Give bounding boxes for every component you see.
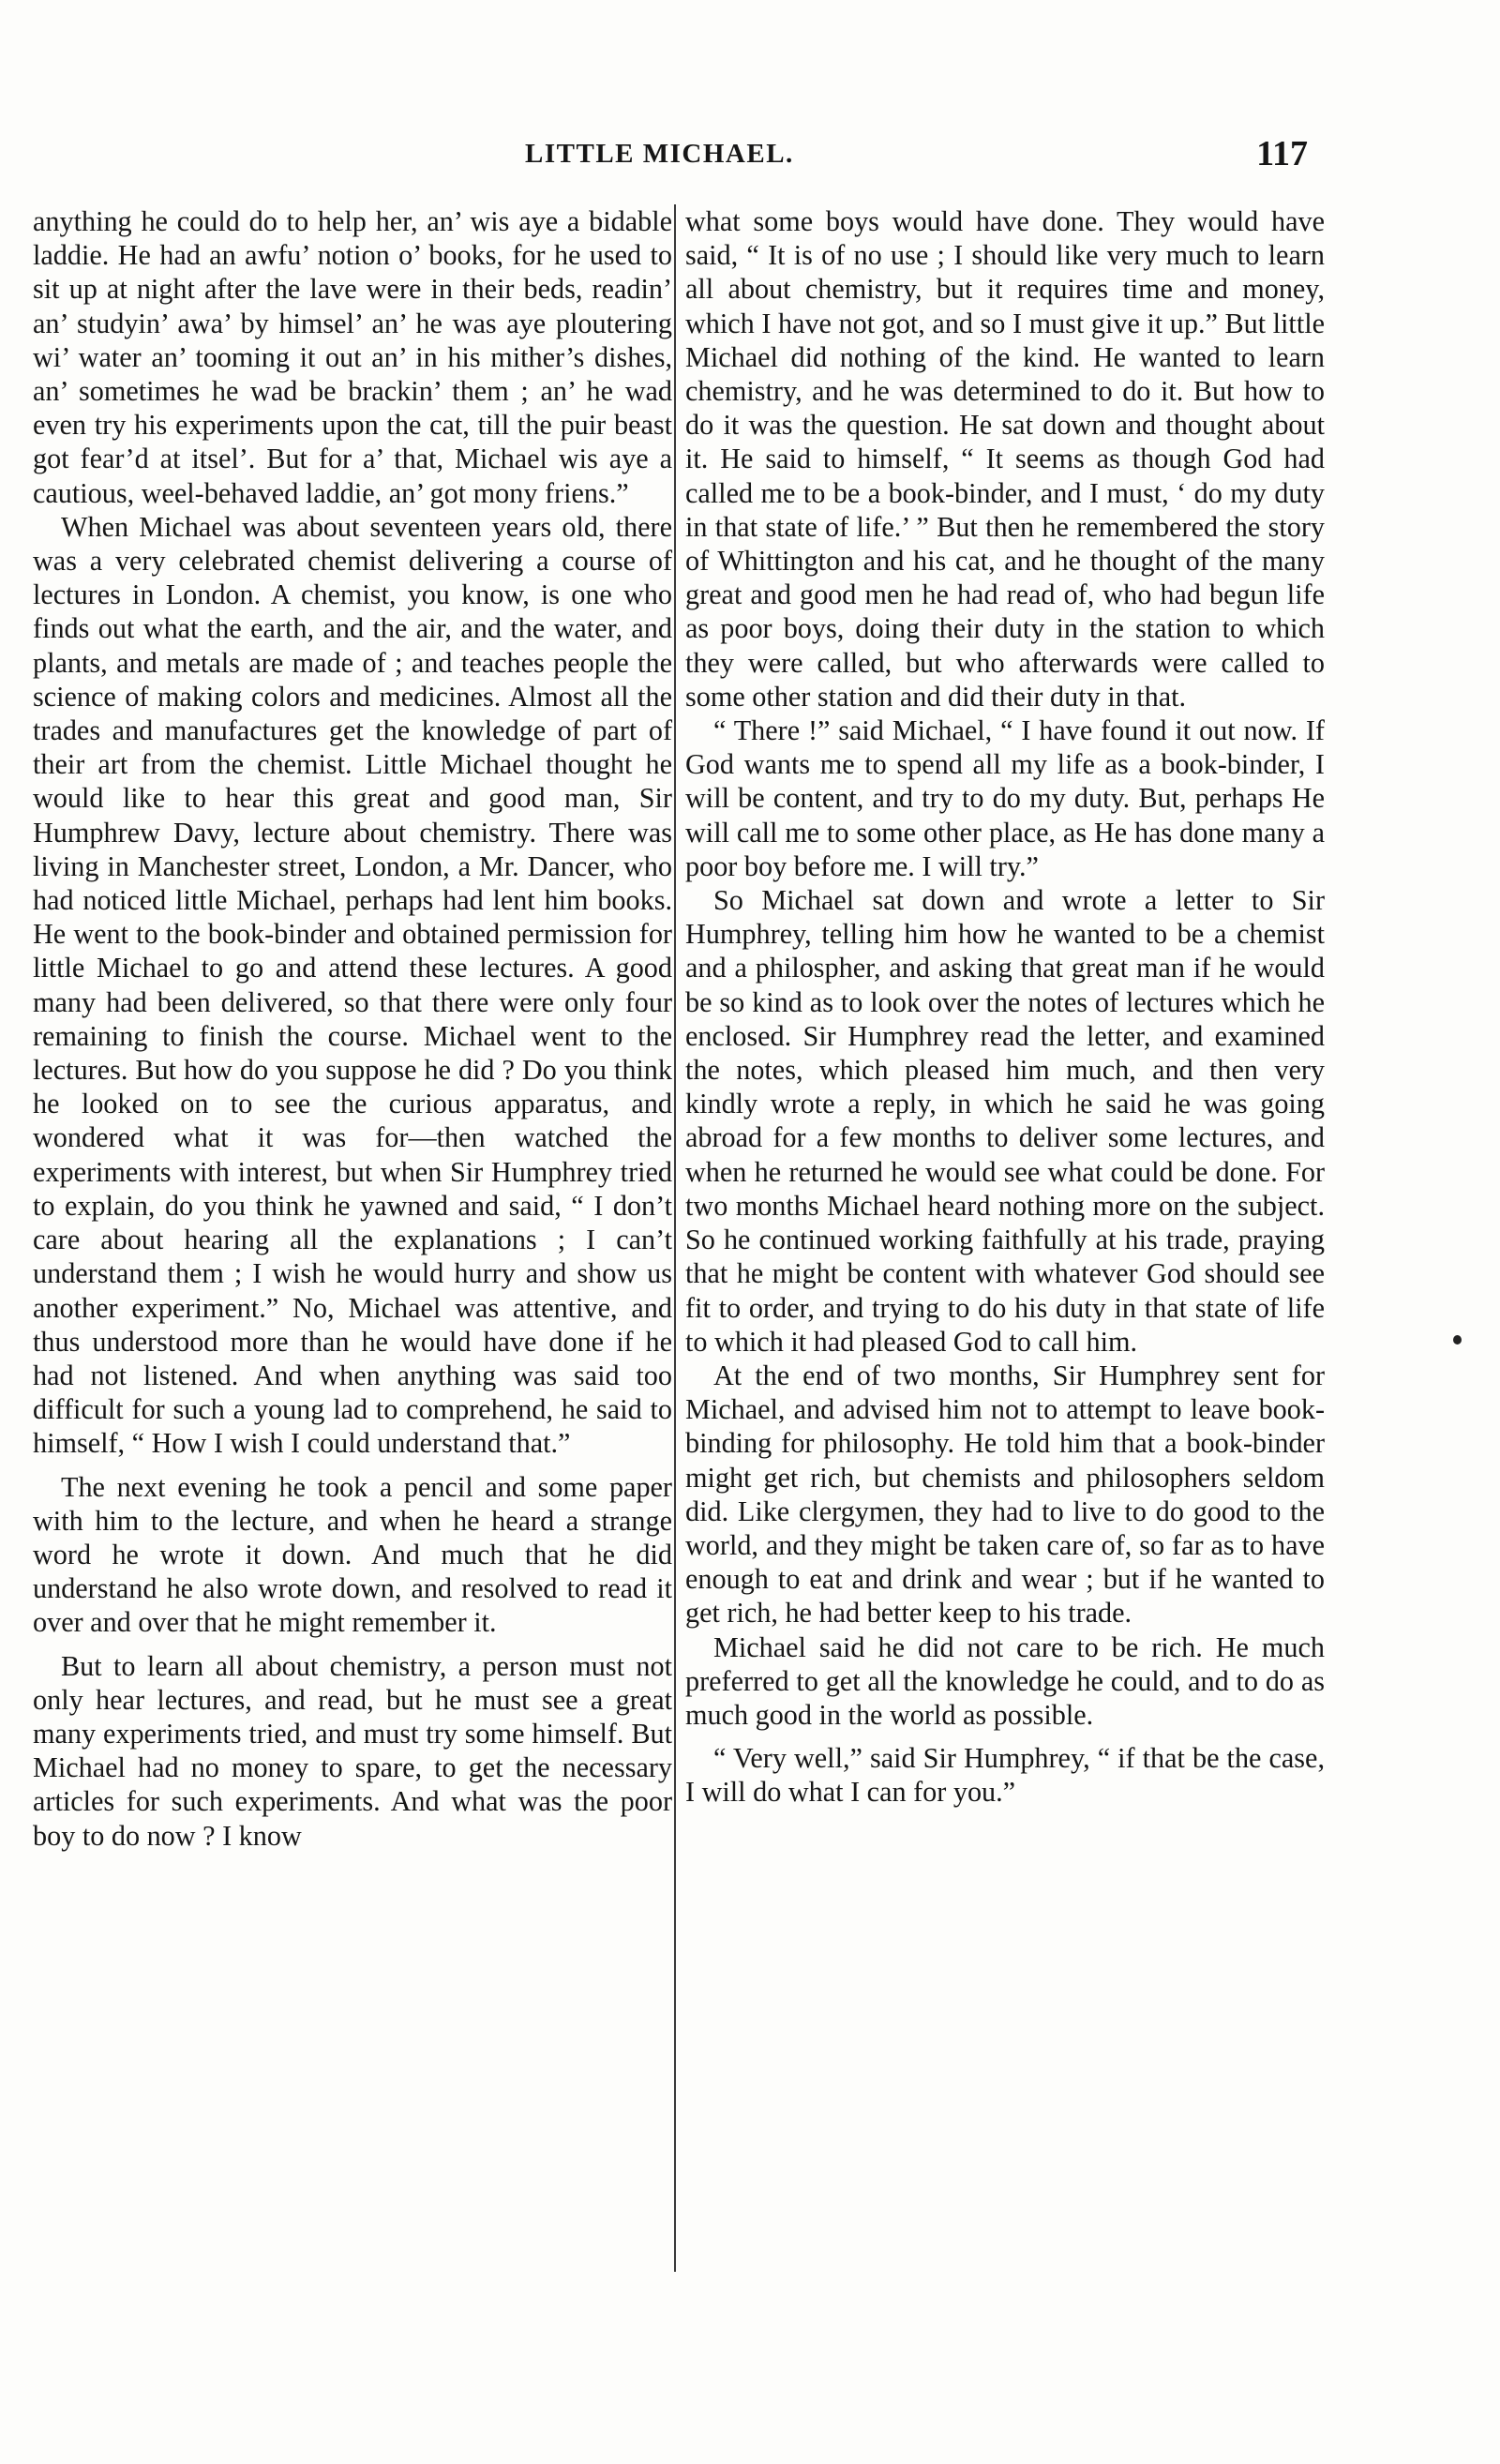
right-column (685, 204, 1325, 1810)
paragraph: anything he could do to help her, an’ wis aye a bidable laddie. He had an awfu’ notion o’ books, for he used to sit up at night after the lave were in their beds, readin’ an’ studyin’ awa’ by himsel’ an’ he was aye ploutering wi’ water an’ tooming it out an’ in his mither’s dishes, an’ sometimes he wad be brackin’ them ; an’ he wad even try his experiments upon the cat, till the puir beast got fear’d at itsel’. But for a’ that, Michael wis aye a cautious, weel-behaved laddie, an’ got mony friens.” (33, 205, 672, 509)
running-head: LITTLE MICHAEL. (525, 139, 794, 169)
paragraph: Michael said he did not care to be rich. He much preferred to get all the knowledge he could, and to do as much good in the world as possible. (685, 1630, 1325, 1731)
ink-speck (1453, 1335, 1462, 1345)
paragraph: The next evening he took a pencil and some paper with him to the lecture, and when he heard a strange word he wrote it down. And much that he did understand he also wrote down, and resolved to read it over and over that he might remember it. (33, 1470, 672, 1639)
column-divider (674, 204, 676, 2272)
paragraph: what some boys would have done. They would have said, “ It is of no use ; I should like very much to learn all about chemistry, but it requires time and money, which I have not got, and so I must give it up.” But little Michael did nothing of the kind. He wanted to learn chemistry, and he was determined to do it. But how to do it was the question. He sat down and thought about it. He said to himself, “ It seems as though God had called me to be a book-binder, and I must, ‘ do my duty in that state of life.’ ” But then he remembered the story of Whittington and his cat, and he thought of the many great and good men he had read of, who had begun life as poor boys, doing their duty in the station to which they were called, but who afterwards were called to some other station and did their duty in that. (685, 205, 1325, 713)
left-column (33, 204, 672, 1853)
paragraph: “ Very well,” said Sir Humphrey, “ if that be the case, I will do what I can for you.” (685, 1742, 1325, 1809)
page-header (0, 133, 1500, 180)
page-number: 117 (1256, 134, 1308, 173)
paragraph: So Michael sat down and wrote a letter to Sir Humphrey, telling him how he wanted to be a chemist and a philospher, and asking that great man if he would be so kind as to look over the notes of lectures which he enclosed. Sir Humphrey read the letter, and examined the notes, which pleased him much, and then very kindly wrote a reply, in which he said he was going abroad for a few months to deliver some lectures, and when he returned he would see what could be done. For two months Michael heard nothing more on the subject. So he continued working faithfully at his trade, praying that he might be content with whatever God should see fit to order, and trying to do his duty in that state of life to which it had pleased God to call him. (685, 884, 1325, 1358)
paragraph: “ There !” said Michael, “ I have found it out now. If God wants me to spend all my life as a book-binder, I will be content, and try to do my duty. But, perhaps He will call me to some other place, as He has done many a poor boy before me. I will try.” (685, 714, 1325, 882)
paragraph: When Michael was about seventeen years old, there was a very celebrated chemist delivering a course of lectures in London. A chemist, you know, is one who finds out what the earth, and the air, and the water, and plants, and metals are made of ; and teaches people the science of making colors and medicines. Almost all the trades and manufactures get the knowledge of part of their art from the chemist. Little Michael thought he would like to hear this great and good man, Sir Humphrew Davy, lecture about chemistry. There was living in Manchester street, London, a Mr. Dancer, who had noticed little Michael, perhaps had lent him books. He went to the book-binder and obtained permission for little Michael to go and attend these lectures. A good many had been delivered, so that there were only four remaining to finish the course. Michael went to the lectures. But how do you suppose he did ? Do you think he looked on to see the curious apparatus, and wondered what it was for—then watched the experiments with interest, but when Sir Humphrey tried to explain, do you think he yawned and said, “ I don’t care about hearing all the explanations ; I can’t understand them ; I wish he would hurry and show us another experiment.” No, Michael was attentive, and thus understood more than he would have done if he had not listened. And when anything was said too difficult for such a young lad to comprehend, he said to himself, “ How I wish I could understand that.” (33, 510, 672, 1460)
paragraph: But to learn all about chemistry, a person must not only hear lectures, and read, but he must see a great many experiments tried, and must try some himself. But Michael had no money to spare, to get the necessary articles for such experiments. And what was the poor boy to do now ? I know (33, 1649, 672, 1852)
paragraph: At the end of two months, Sir Humphrey sent for Michael, and advised him not to attempt to leave book-binding for philosophy. He told him that a book-binder might get rich, but chemists and philosophers seldom did. Like clergymen, they had to live to do good to the world, and they might be taken care of, so far as to have enough to eat and drink and wear ; but if he wanted to get rich, he had better keep to his trade. (685, 1359, 1325, 1630)
